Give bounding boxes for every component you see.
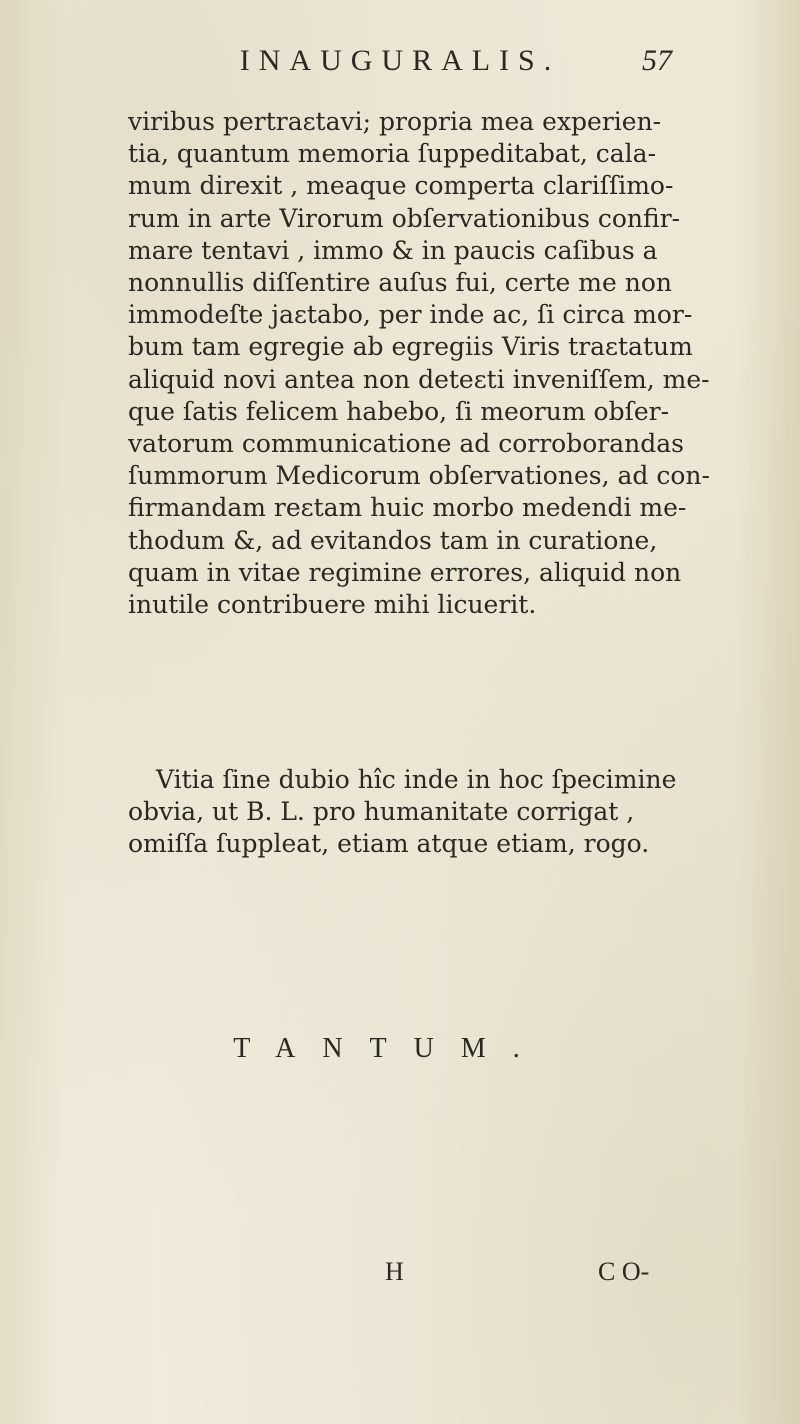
text-line: nonnullis diſſentire auſus fui, certe me non [128,268,672,298]
text-line: obvia, ut B. L. pro humanitate corrigat , [128,797,635,827]
finis-word: TANTUM. [233,1033,547,1064]
text-line: bum tam egregie ab egregiis Viris traɛtatum [128,332,693,362]
text-line: ſummorum Medicorum obſervationes, ad con- [128,461,710,491]
text-line: tia, quantum memoria ſuppeditabat, cala- [128,139,657,169]
catchword: C O- [598,1257,650,1286]
text-line: rum in arte Virorum obſervationibus confir- [128,203,681,233]
text-line: mum direxit , meaque comperta clariſſimo- [128,171,674,201]
text-line: firmandam reɛtam huic morbo medendi me- [128,493,687,523]
text-line: quam in vitae regimine errores, aliquid non [128,557,682,587]
running-head: INAUGURALIS. [239,44,561,77]
text-line: vatorum communicatione ad corroborandas [128,429,684,459]
text-line: thodum &, ad evitandos tam in curatione, [128,525,658,555]
text-line: immodeſte jaɛtabo, per inde ac, ſi circa mor- [128,300,693,330]
text-line: inutile contribuere mihi licuerit. [128,590,537,620]
text-line: mare tentavi , immo & in paucis caſibus a [128,235,658,265]
text-line: viribus pertraɛtavi; propria mea experien- [128,107,662,136]
text-line: Vitia ſine dubio hîc inde in hoc ſpecimine [156,765,677,794]
text-line: aliquid novi antea non deteɛti inveniſſem, me- [128,364,710,394]
text-line: omiſſa ſuppleat, etiam atque etiam, rogo. [128,829,650,859]
paragraph-2 [128,764,677,861]
signature-mark: H [385,1257,404,1286]
paragraph-1 [128,106,710,621]
text-line: que ſatis felicem habebo, ſi meorum obſer- [128,396,670,426]
page-number: 57 [642,44,672,77]
